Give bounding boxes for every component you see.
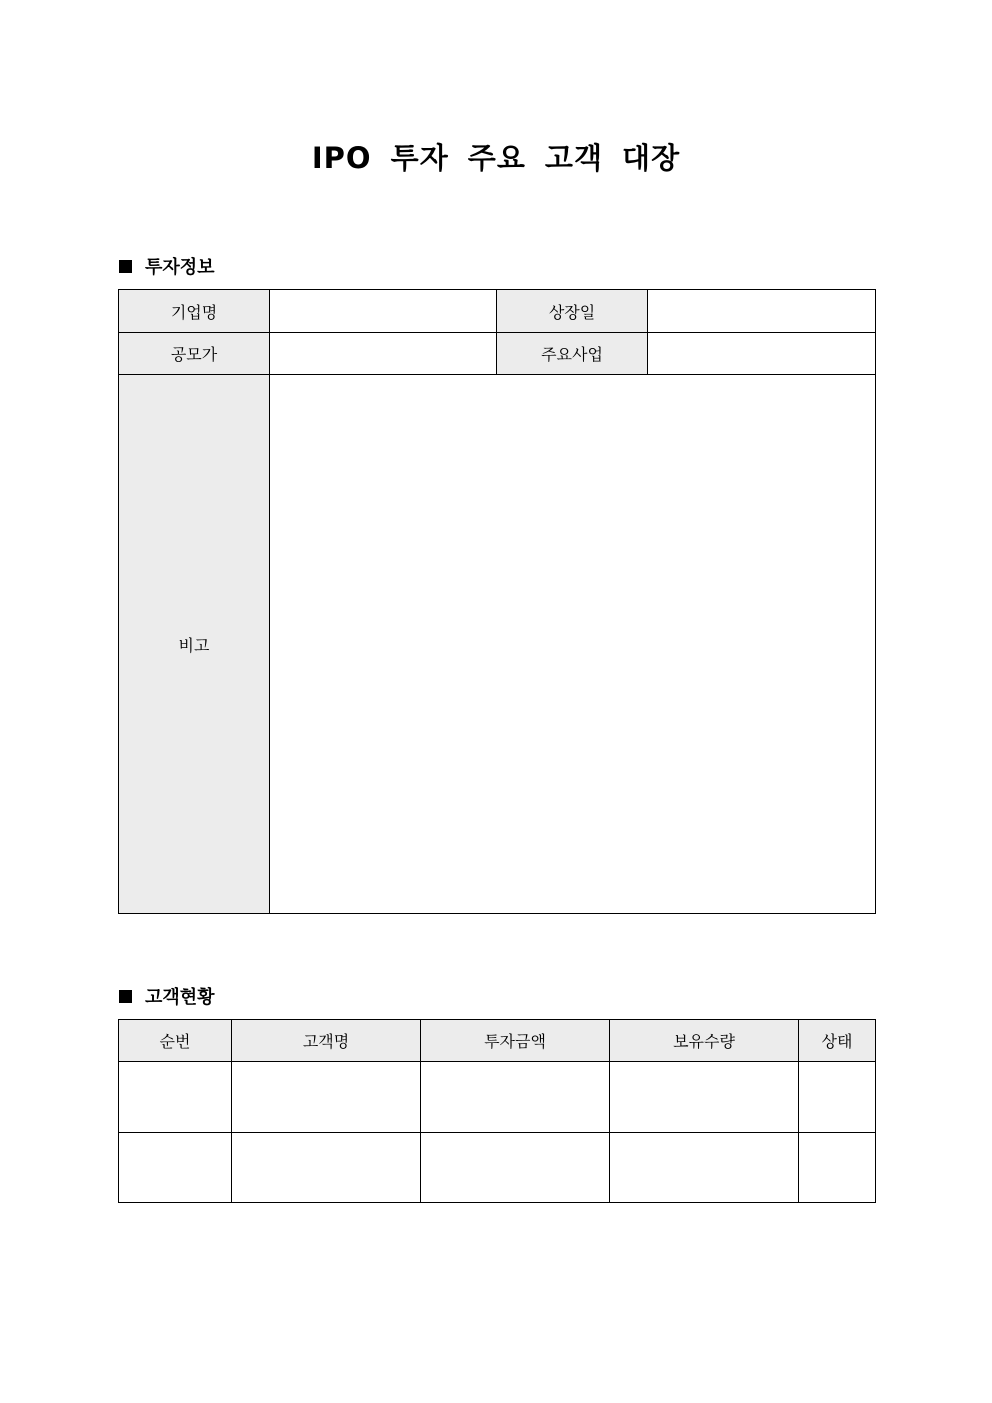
- customer-status-table: [118, 1019, 876, 1203]
- main-business-label: 주요사업: [497, 333, 648, 375]
- square-bullet-icon: [119, 990, 132, 1003]
- table-row: [119, 375, 876, 914]
- table-row: [119, 290, 876, 333]
- cell-status[interactable]: [799, 1062, 876, 1133]
- table-row: [119, 333, 876, 375]
- offering-price-field[interactable]: [270, 333, 497, 375]
- remarks-field[interactable]: [270, 375, 876, 914]
- page-title: IPO 투자 주요 고객 대장: [311, 141, 681, 175]
- table-row: [119, 1133, 876, 1203]
- customer-status-heading-text: 고객현황: [145, 987, 215, 1008]
- cell-investment-amount[interactable]: [421, 1062, 610, 1133]
- company-name-label: 기업명: [119, 290, 270, 333]
- cell-status[interactable]: [799, 1133, 876, 1203]
- listing-date-label: 상장일: [497, 290, 648, 333]
- column-header-status: 상태: [799, 1020, 876, 1062]
- customer-status-heading: [119, 983, 215, 1009]
- column-header-investment-amount: 투자금액: [421, 1020, 610, 1062]
- investment-info-heading: [119, 253, 215, 279]
- column-header-holding-quantity: 보유수량: [610, 1020, 799, 1062]
- table-header-row: [119, 1020, 876, 1062]
- listing-date-field[interactable]: [648, 290, 876, 333]
- table-row: [119, 1062, 876, 1133]
- column-header-customer-name: 고객명: [232, 1020, 421, 1062]
- cell-holding-quantity[interactable]: [610, 1062, 799, 1133]
- cell-number[interactable]: [119, 1062, 232, 1133]
- cell-investment-amount[interactable]: [421, 1133, 610, 1203]
- investment-info-heading-text: 투자정보: [145, 257, 215, 278]
- main-business-field[interactable]: [648, 333, 876, 375]
- column-header-number: 순번: [119, 1020, 232, 1062]
- cell-customer-name[interactable]: [232, 1062, 421, 1133]
- square-bullet-icon: [119, 260, 132, 273]
- remarks-label: 비고: [119, 375, 270, 914]
- investment-info-table: [118, 289, 876, 914]
- cell-number[interactable]: [119, 1133, 232, 1203]
- offering-price-label: 공모가: [119, 333, 270, 375]
- cell-customer-name[interactable]: [232, 1133, 421, 1203]
- cell-holding-quantity[interactable]: [610, 1133, 799, 1203]
- company-name-field[interactable]: [270, 290, 497, 333]
